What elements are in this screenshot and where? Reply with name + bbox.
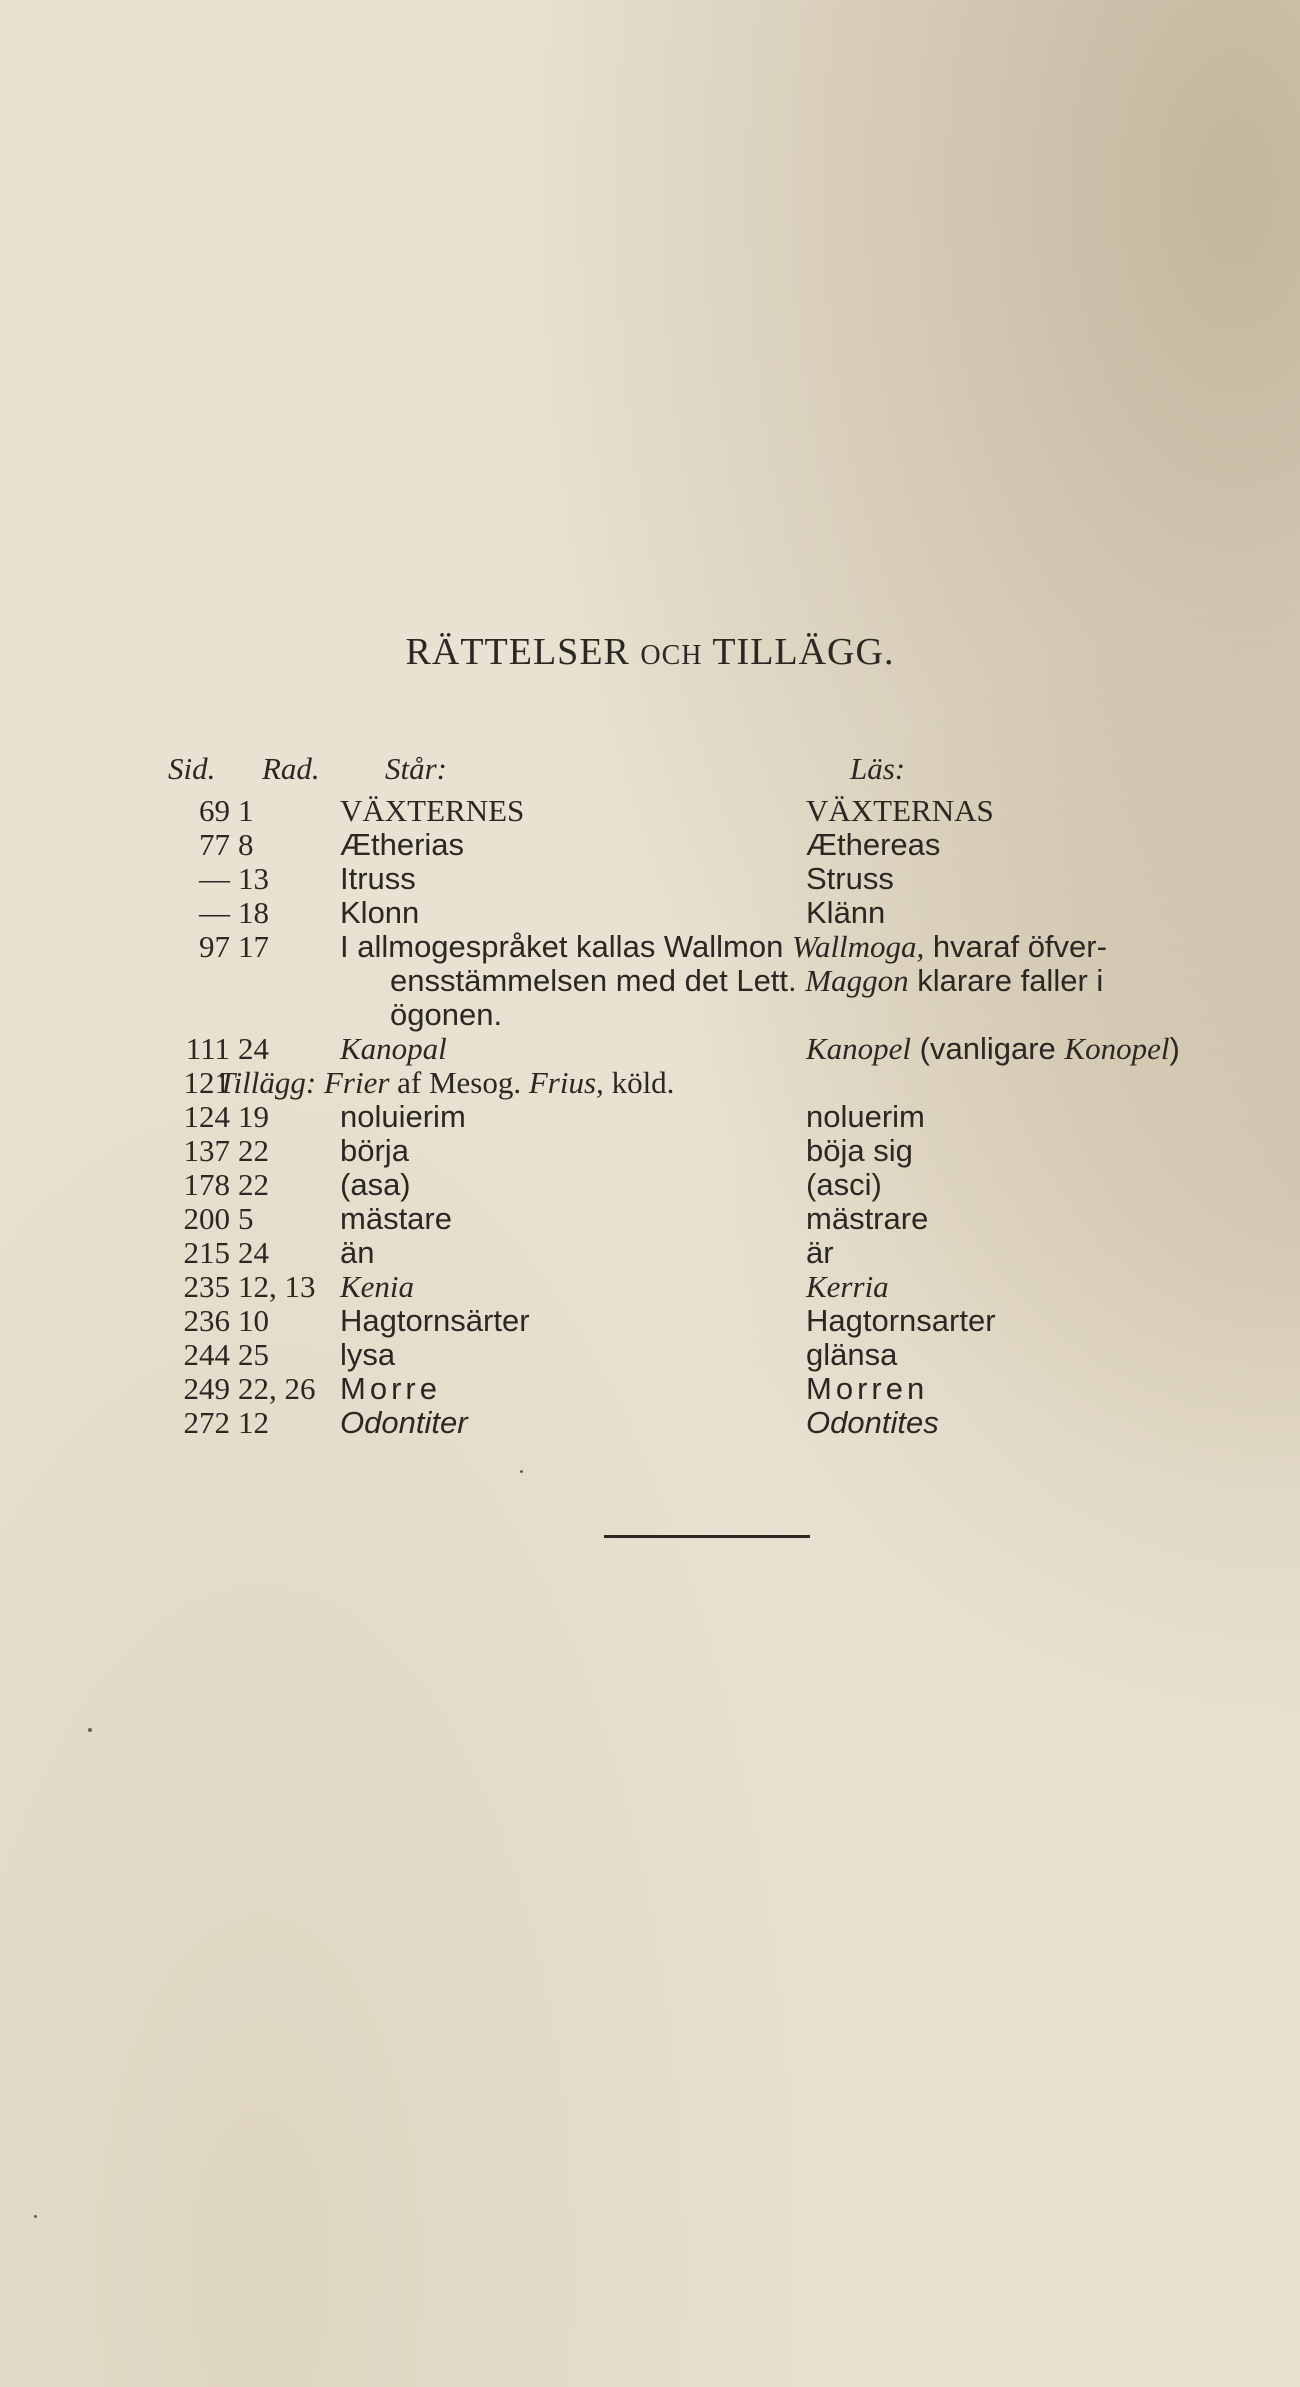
paper-speck [88,1728,92,1732]
cell-star: Klonn [340,895,420,930]
table-row [0,1202,1300,1236]
cell-las: böja sig [806,1133,913,1168]
cell-star: noluierim [340,1099,466,1134]
cell-sid: 244 [183,1337,230,1372]
table-row [0,1100,1300,1134]
cell-rad: 22 [238,1133,269,1168]
cell-las: Hagtornsarter [806,1303,996,1338]
cell-rad: 18 [238,895,269,930]
cell-sid: 69 [199,793,230,828]
cell-las: är [806,1235,834,1270]
note-text: ensstämmelsen med det Lett. [390,963,806,998]
column-header-row [0,752,1300,786]
cell-rad: 12 [238,1405,269,1440]
note-line-1 [340,930,1107,964]
cell-star: lysa [340,1337,396,1372]
cell-sid: 235 [183,1269,230,1304]
cell-rad: 24 [238,1235,269,1270]
note-continuation [0,964,1300,998]
cell-sid: 77 [199,827,230,862]
note-continuation [0,998,1300,1032]
cell-star: VÄXTERNES [340,793,525,828]
cell-las: noluerim [806,1099,925,1134]
cell-rad: 24 [238,1031,269,1066]
cell-rad: 13 [238,861,269,896]
addendum-italic: Frier [323,1065,390,1100]
cell-las: Morren [806,1371,929,1406]
cell-rad: 8 [238,827,254,862]
cell-star: mästare [340,1201,452,1236]
closing-rule [604,1535,810,1538]
title-word-tillagg: TILLÄGG. [712,631,895,673]
table-row [0,1304,1300,1338]
las-text: ) [1169,1031,1180,1066]
cell-sid: — [199,861,230,896]
table-row [0,1134,1300,1168]
column-header-rad: Rad. [262,751,320,786]
table-row [0,862,1300,896]
addendum-italic: Frius, [528,1065,604,1100]
cell-star: Kenia [340,1269,415,1304]
cell-sid: 124 [183,1099,230,1134]
cell-rad: 5 [238,1201,254,1236]
column-header-star: Står: [385,751,447,786]
table-row [0,896,1300,930]
cell-rad: 12, 13 [238,1269,316,1304]
note-line-2 [390,964,1103,998]
cell-star: Hagtornsärter [340,1303,530,1338]
cell-sid: 97 [199,929,230,964]
cell-sid: 121 [183,1065,230,1100]
page-title [0,630,1300,674]
table-row [0,1168,1300,1202]
title-word-och: OCH [640,640,703,671]
cell-rad: 17 [238,929,269,964]
cell-sid: 178 [183,1167,230,1202]
addendum-row [0,1066,1300,1100]
las-italic: Konopel [1064,1031,1170,1066]
cell-sid: 137 [183,1133,230,1168]
cell-sid: 249 [183,1371,230,1406]
cell-las: Æthereas [806,827,941,862]
column-header-las: Läs: [850,751,906,786]
cell-star: Ætherias [340,827,465,862]
column-header-sid: Sid. [168,751,216,786]
table-row [0,794,1300,828]
cell-star: Itruss [340,861,416,896]
table-row [0,828,1300,862]
addendum-text [218,1066,674,1100]
cell-las: (asci) [806,1167,882,1202]
las-italic: Kanopel [806,1031,912,1066]
addendum-text-part: köld. [603,1065,675,1100]
cell-rad: 25 [238,1337,269,1372]
note-text: klarare faller i [908,963,1104,998]
cell-rad: 10 [238,1303,269,1338]
table-row [0,1236,1300,1270]
note-text: I allmogespråket kallas Wallmon [340,929,792,964]
cell-las: mästrare [806,1201,929,1236]
cell-las: Odontites [806,1405,939,1440]
table-row-note [0,930,1300,964]
note-italic: Maggon [805,963,909,998]
cell-star: än [340,1235,375,1270]
cell-las: glänsa [806,1337,898,1372]
cell-sid: 111 [185,1031,230,1066]
cell-las: Struss [806,861,894,896]
cell-rad: 19 [238,1099,269,1134]
addendum-label: Tillägg: [218,1065,317,1100]
cell-star: Kanopal [340,1031,447,1066]
table-row [0,1338,1300,1372]
paper-speck [520,1470,523,1473]
note-italic: Wallmoga, [791,929,925,964]
note-text: hvaraf öfver- [924,929,1107,964]
cell-sid: — [199,895,230,930]
note-line-3: ögonen. [390,997,503,1032]
cell-rad: 1 [238,793,254,828]
cell-sid: 272 [183,1405,230,1440]
cell-sid: 200 [183,1201,230,1236]
cell-rad: 22 [238,1167,269,1202]
cell-las: Klänn [806,895,886,930]
cell-sid: 215 [183,1235,230,1270]
cell-star: Odontiter [340,1405,468,1440]
table-row [0,1270,1300,1304]
cell-star: börja [340,1133,409,1168]
cell-rad: 22, 26 [238,1371,316,1406]
paper-speck [34,2215,37,2218]
cell-sid: 236 [183,1303,230,1338]
cell-star: (asa) [340,1167,411,1202]
table-row [0,1032,1300,1066]
table-row [0,1406,1300,1440]
cell-las: VÄXTERNAS [806,793,994,828]
addendum-text-part: af Mesog. [389,1065,529,1100]
table-row [0,1372,1300,1406]
cell-las [806,1032,1180,1066]
title-word-rattelser: RÄTTELSER [405,631,630,673]
cell-las: Kerria [806,1269,889,1304]
cell-star: Morre [340,1371,441,1406]
las-text: (vanligare [911,1031,1065,1066]
